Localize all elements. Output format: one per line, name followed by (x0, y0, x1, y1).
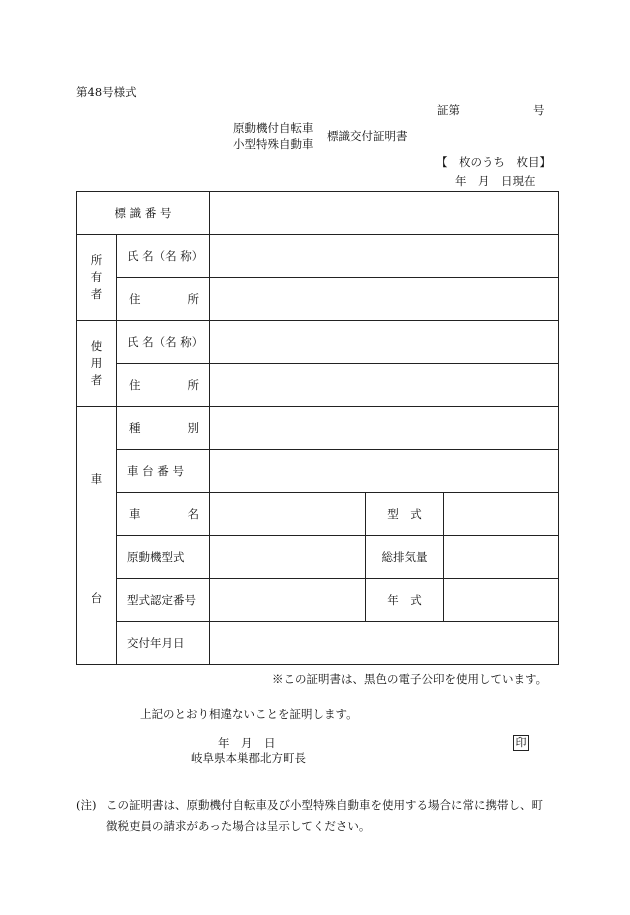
label-type-cert-number: 型式認定番号 (117, 579, 210, 622)
value-model (444, 493, 559, 536)
cert-number-prefix: 証第 (437, 103, 460, 117)
issue-date-line: 年 月 日 (218, 736, 276, 750)
value-owner-address (210, 278, 559, 321)
vehicle-group-top: 車 (90, 472, 103, 486)
value-type-cert-number (210, 579, 366, 622)
value-user-address (210, 364, 559, 407)
label-year-model: 年 式 (366, 579, 444, 622)
certify-statement: 上記のとおり相違ないことを証明します。 (140, 707, 358, 721)
row-plate-number (77, 192, 559, 235)
row-owner-name (77, 235, 559, 278)
value-owner-name (210, 235, 559, 278)
value-plate-number (210, 192, 559, 235)
label-owner-name: 氏 名（名 称） (117, 235, 210, 278)
label-chassis-number: 車 台 番 号 (117, 450, 210, 493)
label-engine-model: 原動機型式 (117, 536, 210, 579)
value-user-name (210, 321, 559, 364)
row-chassis-number (77, 450, 559, 493)
cert-number-suffix: 号 (533, 103, 545, 117)
row-engine-model (77, 536, 559, 579)
issuer-name: 岐阜県本巣郡北方町長 (191, 751, 306, 765)
label-vehicle-group (77, 407, 117, 665)
value-year-model (444, 579, 559, 622)
label-owner-group: 所 有 者 (77, 235, 117, 321)
value-engine-model (210, 536, 366, 579)
row-user-address (77, 364, 559, 407)
value-kind (210, 407, 559, 450)
label-issue-date: 交付年月日 (117, 622, 210, 665)
label-plate-number: 標 識 番 号 (77, 192, 210, 235)
value-chassis-number (210, 450, 559, 493)
label-user-group: 使 用 者 (77, 321, 117, 407)
row-kind (77, 407, 559, 450)
note-line-1: この証明書は、原動機付自転車及び小型特殊自動車を使用する場合に常に携帯し、町 (106, 798, 543, 812)
label-owner-address: 住 所 (117, 278, 210, 321)
form-number: 第48号様式 (76, 85, 137, 99)
label-user-address: 住 所 (117, 364, 210, 407)
value-displacement (444, 536, 559, 579)
sheet-count: 【 枚のうち 枚目】 (436, 155, 551, 169)
row-owner-address (77, 278, 559, 321)
as-of-date: 年 月 日現在 (455, 174, 536, 188)
row-type-cert-number (77, 579, 559, 622)
label-model: 型 式 (366, 493, 444, 536)
note-marker: (注) (76, 798, 97, 812)
title-document: 標識交付証明書 (327, 129, 408, 143)
value-car-name (210, 493, 366, 536)
row-car-name (77, 493, 559, 536)
seal-stamp: 印 (513, 735, 529, 751)
value-issue-date (210, 622, 559, 665)
label-kind: 種 別 (117, 407, 210, 450)
row-user-name (77, 321, 559, 364)
label-displacement: 総排気量 (366, 536, 444, 579)
label-car-name: 車 名 (117, 493, 210, 536)
note-line-2: 徴税吏員の請求があった場合は呈示してください。 (106, 819, 371, 833)
vehicle-group-bottom: 台 (90, 591, 103, 605)
title-vehicle-line1: 原動機付自転車 (233, 121, 314, 135)
label-user-name: 氏 名（名 称） (117, 321, 210, 364)
row-issue-date (77, 622, 559, 665)
certificate-table (76, 191, 559, 665)
seal-note: ※この証明書は、黒色の電子公印を使用しています。 (272, 672, 548, 686)
title-vehicle-line2: 小型特殊自動車 (233, 137, 314, 151)
